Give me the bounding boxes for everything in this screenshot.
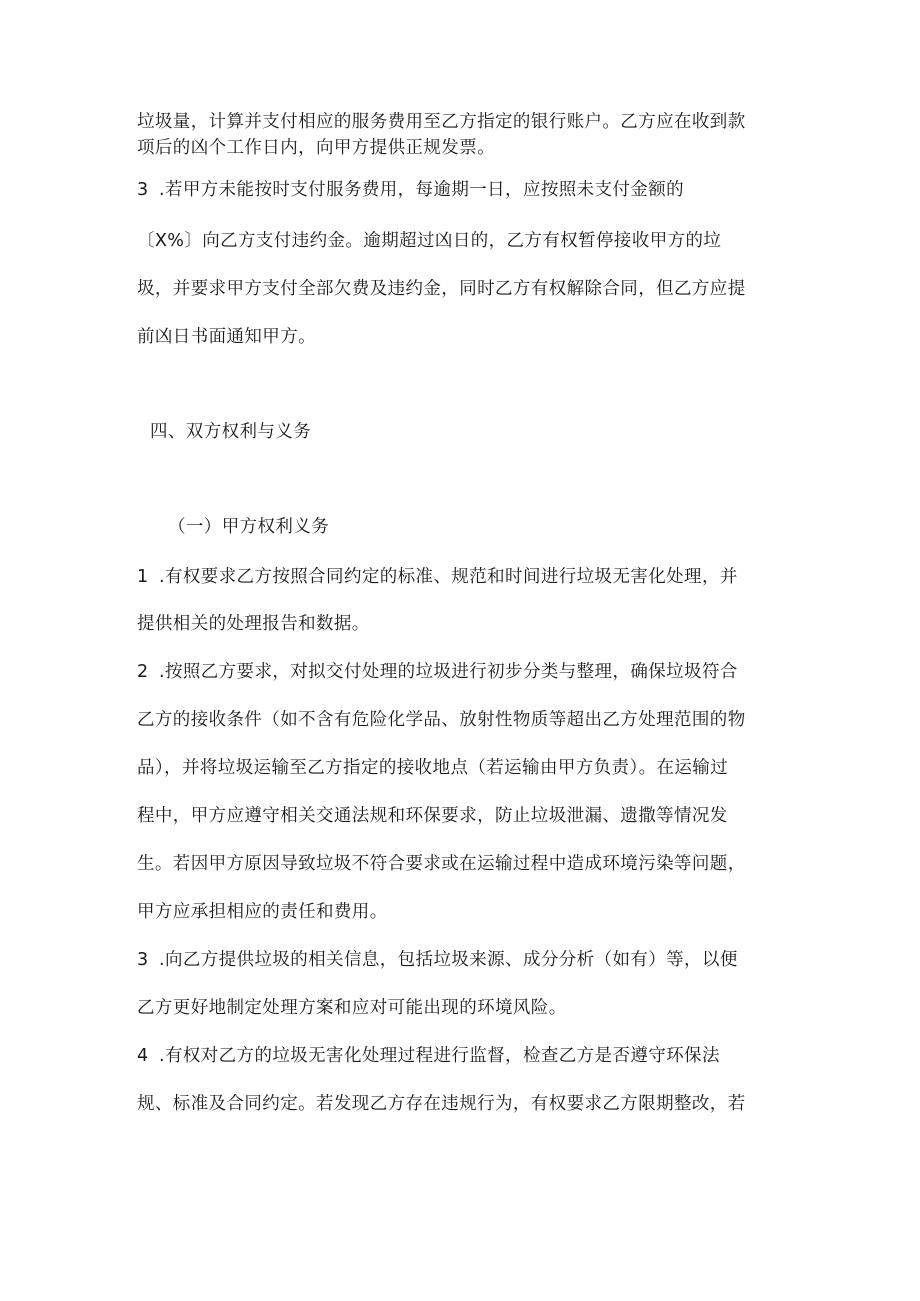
a2-line-1 (137, 660, 738, 684)
a2-line-6: 甲方应承担相应的责任和费用。 (137, 902, 388, 922)
a3-number: 3 (137, 950, 149, 970)
a4-text: .有权对乙方的垃圾无害化处理过程进行监督，检查乙方是否遵守环保法 (159, 1046, 720, 1066)
a3-line-2: 乙方更好地制定处理方案和应对可能出现的环境风险。 (137, 998, 567, 1018)
item-3-number: 3 (137, 180, 149, 200)
intro-line-1: 垃圾量，计算并支付相应的服务费用至乙方指定的银行账户。乙方应在收到款 (137, 112, 746, 132)
item-3-text: .若甲方未能按时支付服务费用，每逾期一日，应按照未支付金额的 (159, 180, 685, 200)
a2-line-3: 品），并将垃圾运输至乙方指定的接收地点（若运输由甲方负责）。在运输过 (137, 758, 729, 778)
a1-text: .有权要求乙方按照合同约定的标准、规范和时间进行垃圾无害化处理，并 (159, 567, 738, 587)
a3-line-1 (137, 948, 738, 972)
a1-line-2: 提供相关的处理报告和数据。 (137, 614, 370, 634)
item-3-line-3: 圾，并要求甲方支付全部欠费及违约金，同时乙方有权解除合同，但乙方应提 (137, 279, 746, 299)
a2-line-2: 乙方的接收条件（如不含有危险化学品、放射性物质等超出乙方处理范围的物 (137, 710, 746, 730)
subsection-1-heading: （一）甲方权利义务 (168, 517, 330, 537)
a2-text: .按照乙方要求，对拟交付处理的垃圾进行初步分类与整理，确保垃圾符合 (159, 662, 738, 682)
intro-line-2: 项后的凶个工作日内，向甲方提供正规发票。 (137, 138, 495, 158)
a2-number: 2 (137, 662, 149, 682)
a3-text: .向乙方提供垃圾的相关信息，包括垃圾来源、成分分析（如有）等，以便 (159, 950, 738, 970)
a1-number: 1 (137, 567, 149, 587)
item-3-line-2: 〔X%〕向乙方支付违约金。逾期超过凶日的，乙方有权暂停接收甲方的垃 (137, 231, 722, 251)
section-4-heading: 四、双方权利与义务 (150, 422, 312, 442)
a2-line-4: 程中，甲方应遵守相关交通法规和环保要求，防止垃圾泄漏、遗撒等情况发 (137, 806, 728, 826)
a1-line-1 (137, 565, 738, 589)
item-3-line-4: 前凶日书面通知甲方。 (137, 327, 316, 347)
a4-line-1 (137, 1044, 720, 1068)
a2-line-5: 生。若因甲方原因导致垃圾不符合要求或在运输过程中造成环境污染等问题， (137, 854, 746, 874)
a4-number: 4 (137, 1046, 149, 1066)
a4-line-2: 规、标准及合同约定。若发现乙方存在违规行为，有权要求乙方限期整改，若 (137, 1094, 746, 1114)
item-3-line-1 (137, 178, 684, 202)
